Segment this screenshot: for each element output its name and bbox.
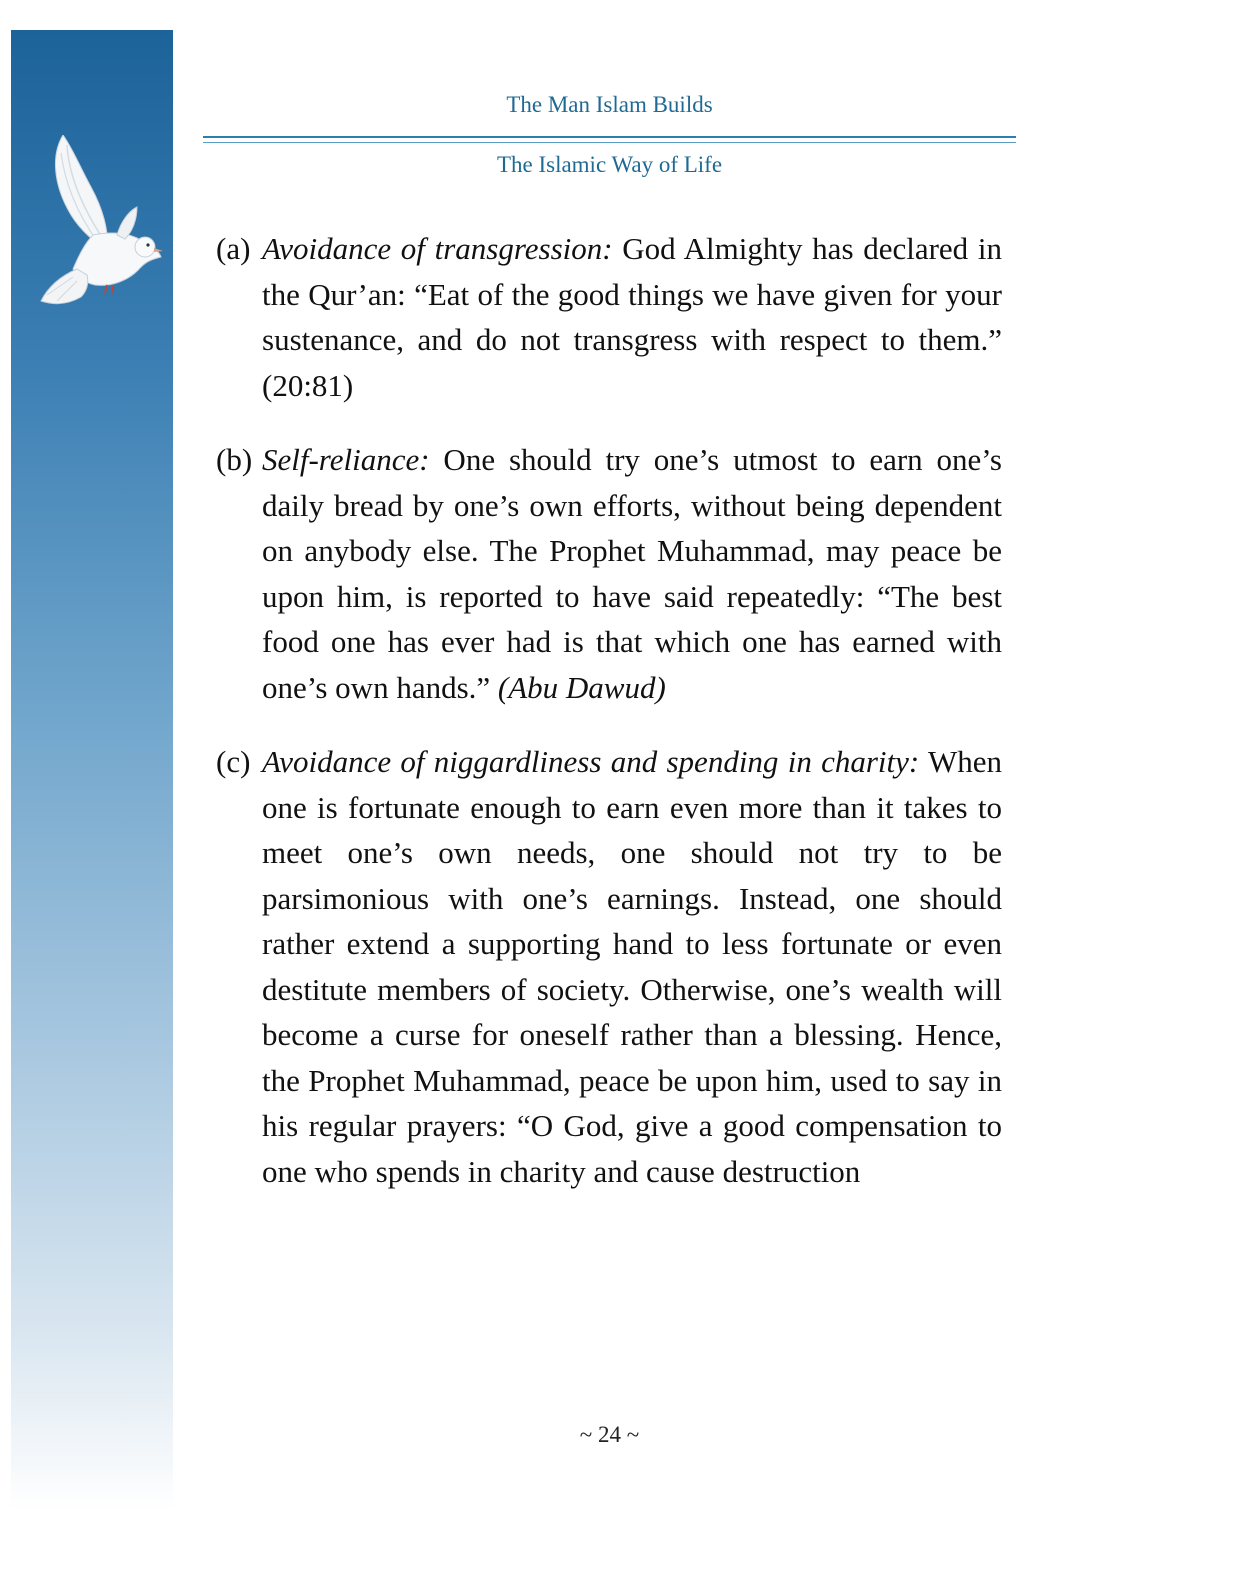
item-term: Avoidance of transgression: xyxy=(262,231,613,266)
list-item xyxy=(216,739,1002,1194)
item-text: One should try one’s utmost to earn one’s daily bread by one’s own efforts, without being dependent on anybody else. The Prophet Muhammad, may peace be upon him, is reported to have said repeatedly: “The best food one has ever had is that which one has earned with one’s own hands.” xyxy=(262,442,1002,705)
list-marker: (c) xyxy=(216,744,251,779)
list-item xyxy=(216,226,1002,408)
item-term: Avoidance of niggardliness and spending in charity: xyxy=(262,744,920,779)
list-marker: (b) xyxy=(216,442,253,477)
sidebar-decoration xyxy=(11,30,173,1510)
running-header-title: The Man Islam Builds xyxy=(506,92,713,117)
header-divider xyxy=(203,136,1016,146)
list-marker: (a) xyxy=(216,231,251,266)
running-header-subtitle: The Islamic Way of Life xyxy=(496,152,723,177)
list-item xyxy=(216,437,1002,710)
item-citation: (Abu Dawud) xyxy=(497,669,666,705)
item-text: When one is fortunate enough to earn even more than it takes to meet one’s own needs, one should not try to be parsimonious with one’s earnings. Instead, one should rather extend a supporting hand to less fortunate or even destitute members of society. Otherwise, one’s wealth will become a curse for oneself rather than a blessing. Hence, the Prophet Muhammad, peace be upon him, used to say in his regular prayers: “O God, give a good compensation to one who spends in charity and cause destruction xyxy=(262,744,1002,1189)
item-text: God Almighty has declared in the Qur’an: “Eat of the good things we have given for your sustenance, and do not transgress with respect to them.” (20:81) xyxy=(262,231,1002,403)
dove-icon xyxy=(33,135,168,310)
page-number: ~ 24 ~ xyxy=(579,1422,640,1447)
item-term: Self-reliance: xyxy=(262,442,430,477)
body-text xyxy=(216,226,1002,1223)
